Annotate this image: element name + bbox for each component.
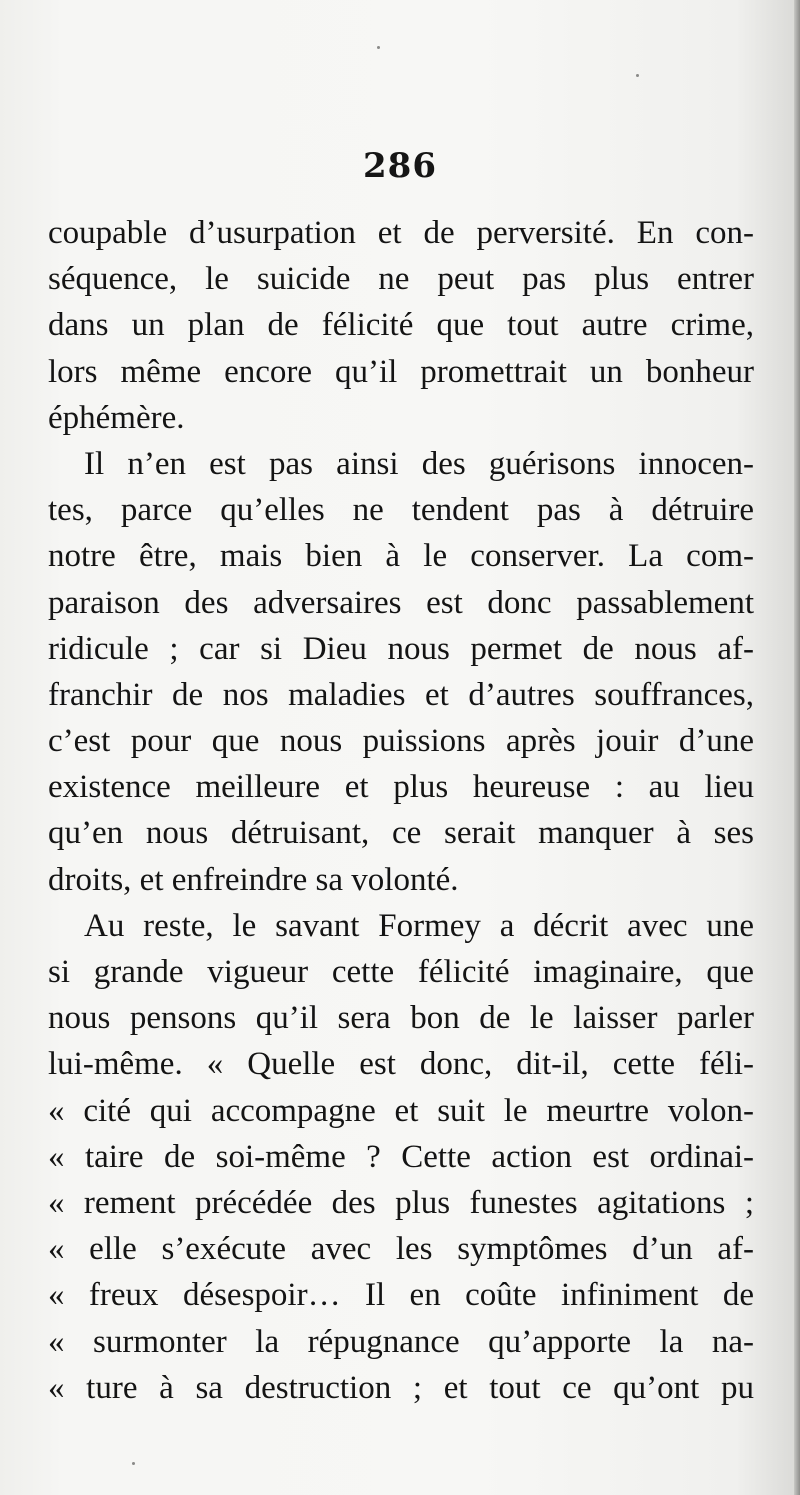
text-line: « surmonter la répugnance qu’apporte la na- (48, 1323, 754, 1360)
text-line: ridicule ; car si Dieu nous permet de nous af- (48, 630, 754, 667)
text-line: tes, parce qu’elles ne tendent pas à détruire (48, 492, 754, 529)
page-number: 286 (363, 146, 437, 186)
text-line: éphémère. (48, 399, 185, 436)
text-line: qu’en nous détruisant, ce serait manquer à ses (48, 815, 754, 852)
text-line: « rement précédée des plus funestes agitations ; (48, 1184, 754, 1221)
text-line: « freux désespoir… Il en coûte infiniment de (48, 1277, 754, 1314)
paper-speck (132, 1462, 135, 1465)
text-line: séquence, le suicide ne peut pas plus entrer (48, 261, 754, 298)
text-line: dans un plan de félicité que tout autre crime, (48, 307, 754, 344)
paper-speck (636, 74, 639, 77)
text-line: « taire de soi-même ? Cette action est ordinai- (48, 1138, 754, 1175)
text-line: coupable d’usurpation et de perversité. En con- (48, 215, 754, 251)
text-line: « elle s’exécute avec les symptômes d’un af- (48, 1231, 754, 1268)
body-text (48, 210, 754, 1411)
text-line: paraison des adversaires est donc passablement (48, 584, 754, 621)
text-line: existence meilleure et plus heureuse : au lieu (48, 769, 754, 806)
text-line: lors même encore qu’il promettrait un bonheur (48, 353, 754, 390)
text-line: lui-même. « Quelle est donc, dit-il, cette féli- (48, 1046, 754, 1083)
page-edge-shadow (794, 0, 800, 1495)
text-line: si grande vigueur cette félicité imaginaire, que (48, 954, 754, 990)
text-line: nous pensons qu’il sera bon de le laisser parler (48, 1000, 754, 1037)
text-line: c’est pour que nous puissions après jouir d’une (48, 723, 754, 760)
text-line: franchir de nos maladies et d’autres souffrances, (48, 676, 754, 713)
paper-speck (377, 46, 380, 49)
text-line: droits, et enfreindre sa volonté. (48, 861, 459, 898)
paragraph-start-line: Au reste, le savant Formey a décrit avec une (84, 907, 754, 944)
text-line: notre être, mais bien à le conserver. La com- (48, 538, 754, 575)
paragraph-start-line: Il n’en est pas ainsi des guérisons innocen- (84, 445, 754, 482)
text-line: « cité qui accompagne et suit le meurtre volon- (48, 1092, 754, 1129)
text-line: « ture à sa destruction ; et tout ce qu’ont pu (48, 1369, 754, 1406)
